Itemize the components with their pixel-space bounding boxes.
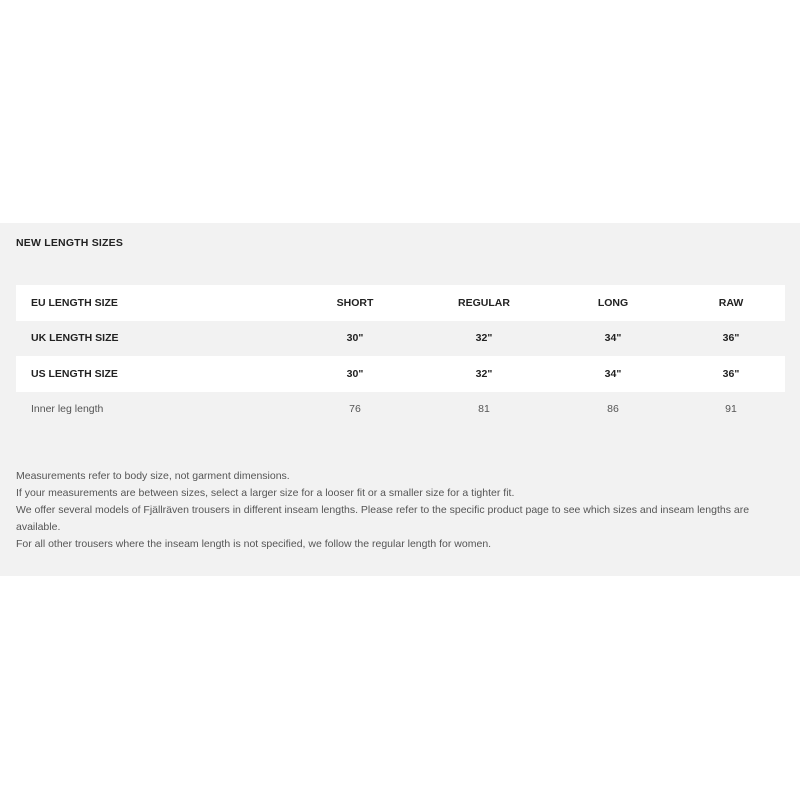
cell-uk-raw: 36" xyxy=(677,321,785,357)
table-row-us xyxy=(16,356,785,392)
cell-us-regular: 32" xyxy=(419,356,549,392)
note-inseam-models: We offer several models of Fjällräven trousers in different inseam lengths. Please refer to the specific product page to see which sizes and inseam lengths are available. xyxy=(16,504,750,533)
note-regular-length: For all other trousers where the inseam length is not specified, we follow the regular length for women. xyxy=(16,538,492,550)
cell-inner-leg-raw: 91 xyxy=(677,392,785,428)
cell-eu-raw: RAW xyxy=(677,285,785,321)
cell-inner-leg-long: 86 xyxy=(549,392,677,428)
cell-uk-short: 30" xyxy=(291,321,419,357)
cell-inner-leg-short: 76 xyxy=(291,392,419,428)
row-label-eu: EU LENGTH SIZE xyxy=(16,285,291,321)
row-label-us: US LENGTH SIZE xyxy=(16,356,291,392)
cell-inner-leg-regular: 81 xyxy=(419,392,549,428)
section-title: NEW LENGTH SIZES xyxy=(16,237,124,249)
cell-uk-regular: 32" xyxy=(419,321,549,357)
table-row-uk xyxy=(16,321,785,357)
note-between-sizes: If your measurements are between sizes, select a larger size for a looser fit or a smaller size for a tighter fit. xyxy=(16,487,515,499)
cell-us-raw: 36" xyxy=(677,356,785,392)
size-notes xyxy=(16,468,776,553)
row-label-inner-leg: Inner leg length xyxy=(16,392,291,428)
row-label-uk: UK LENGTH SIZE xyxy=(16,321,291,357)
length-size-table xyxy=(16,285,785,427)
cell-eu-regular: REGULAR xyxy=(419,285,549,321)
cell-uk-long: 34" xyxy=(549,321,677,357)
table-row-inner-leg xyxy=(16,392,785,428)
cell-us-short: 30" xyxy=(291,356,419,392)
table-row-eu xyxy=(16,285,785,321)
cell-us-long: 34" xyxy=(549,356,677,392)
cell-eu-long: LONG xyxy=(549,285,677,321)
cell-eu-short: SHORT xyxy=(291,285,419,321)
note-body-size: Measurements refer to body size, not garment dimensions. xyxy=(16,470,290,482)
